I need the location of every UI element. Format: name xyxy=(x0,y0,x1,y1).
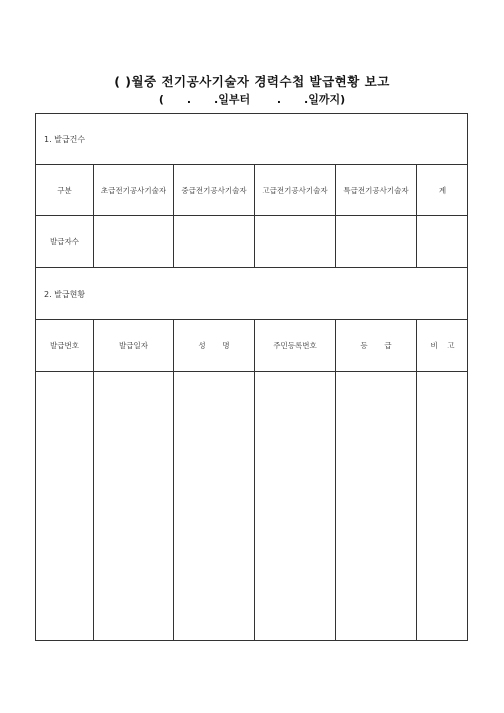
section1-heading: 1. 발급건수 xyxy=(44,135,86,144)
header-cell-junior: 초급전기공사기술자 xyxy=(100,185,167,195)
document-period: ( . .일부터 . .일까지) xyxy=(158,93,346,106)
report-form xyxy=(35,113,468,641)
header-cell-grade: 등 급 xyxy=(360,341,392,350)
row-label-issued-count: 발급자수 xyxy=(50,237,79,246)
value-cell xyxy=(255,216,335,267)
value-cell xyxy=(336,216,416,267)
header-cell-special: 특급전기공사기술자 xyxy=(343,185,409,195)
header-cell-remarks: 비 고 xyxy=(430,341,455,350)
header-cell-category: 구분 xyxy=(57,185,72,195)
header-cell-senior: 고급전기공사기술자 xyxy=(262,185,328,195)
value-cell xyxy=(417,216,468,267)
value-cell xyxy=(94,216,173,267)
section2-heading: 2. 발급현황 xyxy=(44,290,86,299)
header-cell-resident-number: 주민등록번호 xyxy=(273,341,317,350)
header-cell-issue-number: 발급번호 xyxy=(50,341,79,350)
rule-section1-bottom xyxy=(36,267,467,268)
header-cell-name: 성 명 xyxy=(198,341,230,350)
header-cell-intermediate: 중급전기공사기술자 xyxy=(181,185,247,195)
rule-section2-header xyxy=(36,371,467,372)
header-cell-total: 계 xyxy=(438,185,447,195)
document-title: ( )월중 전기공사기술자 경력수첩 발급현황 보고 xyxy=(114,74,390,89)
value-cell xyxy=(174,216,254,267)
header-cell-issue-date: 발급일자 xyxy=(119,341,148,350)
